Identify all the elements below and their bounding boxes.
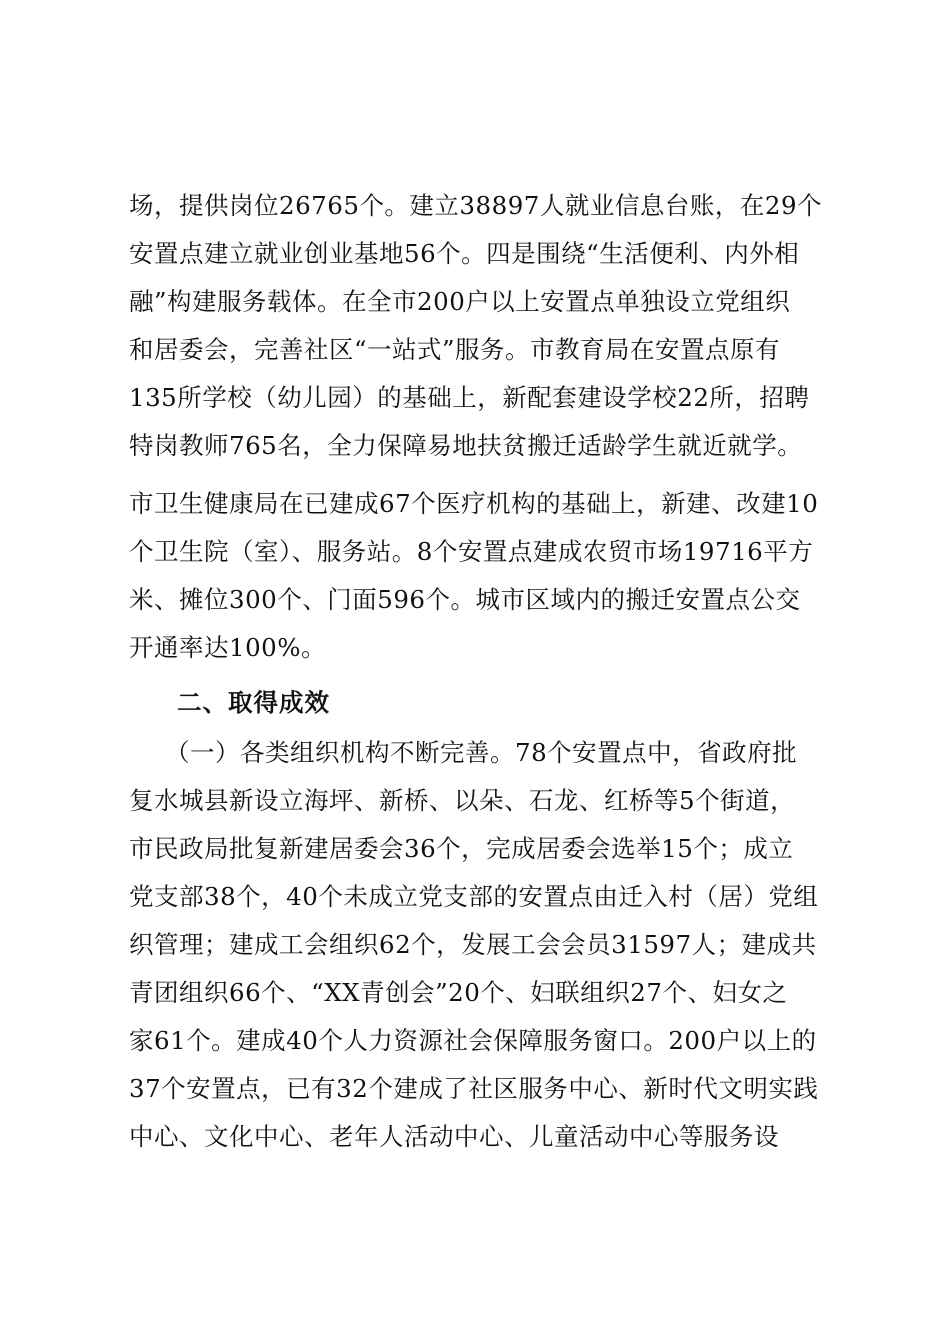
paragraph-line: 青团组织66个、“XX青创会”20个、妇联组织27个、妇女之: [129, 978, 788, 1007]
paragraph-line: 开通率达100%。: [129, 633, 327, 662]
paragraph-line: 复水城县新设立海坪、新桥、以朵、石龙、红桥等5个街道，: [129, 786, 796, 815]
paragraph-line: 和居委会，完善社区“一站式”服务。市教育局在安置点原有: [129, 335, 781, 364]
paragraph-line: 中心、文化中心、老年人活动中心、儿童活动中心等服务设: [129, 1122, 779, 1151]
paragraph-line: 135所学校（幼儿园）的基础上，新配套建设学校22所，招聘: [129, 383, 810, 412]
paragraph-line: 织管理；建成工会组织62个，发展工会会员31597人；建成共: [129, 930, 817, 959]
paragraph-line: （一）各类组织机构不断完善。78个安置点中，省政府批: [165, 738, 798, 767]
paragraph-line: 家61个。建成40个人力资源社会保障服务窗口。200户以上的: [129, 1026, 817, 1055]
paragraph-line: 党支部38个，40个未成立党支部的安置点由迁入村（居）党组: [129, 882, 819, 911]
section-heading: 二、取得成效: [177, 688, 330, 717]
paragraph-line: 场，提供岗位26765个。建立38897人就业信息台账，在29个: [129, 191, 823, 220]
paragraph-line: 个卫生院（室）、服务站。8个安置点建成农贸市场19716平方: [129, 537, 814, 566]
paragraph-line: 市民政局批复新建居委会36个，完成居委会选举15个；成立: [129, 834, 794, 863]
paragraph-line: 市卫生健康局在已建成67个医疗机构的基础上，新建、改建10: [129, 489, 819, 518]
paragraph-line: 安置点建立就业创业基地56个。四是围绕“生活便利、内外相: [129, 239, 800, 268]
paragraph-line: 特岗教师765名，全力保障易地扶贫搬迁适龄学生就近就学。: [129, 431, 803, 460]
paragraph-line: 米、摊位300个、门面596个。城市区域内的搬迁安置点公交: [129, 585, 801, 614]
paragraph-line: 融”构建服务载体。在全市200户以上安置点单独设立党组织: [129, 287, 791, 316]
paragraph-line: 37个安置点，已有32个建成了社区服务中心、新时代文明实践: [129, 1074, 819, 1103]
